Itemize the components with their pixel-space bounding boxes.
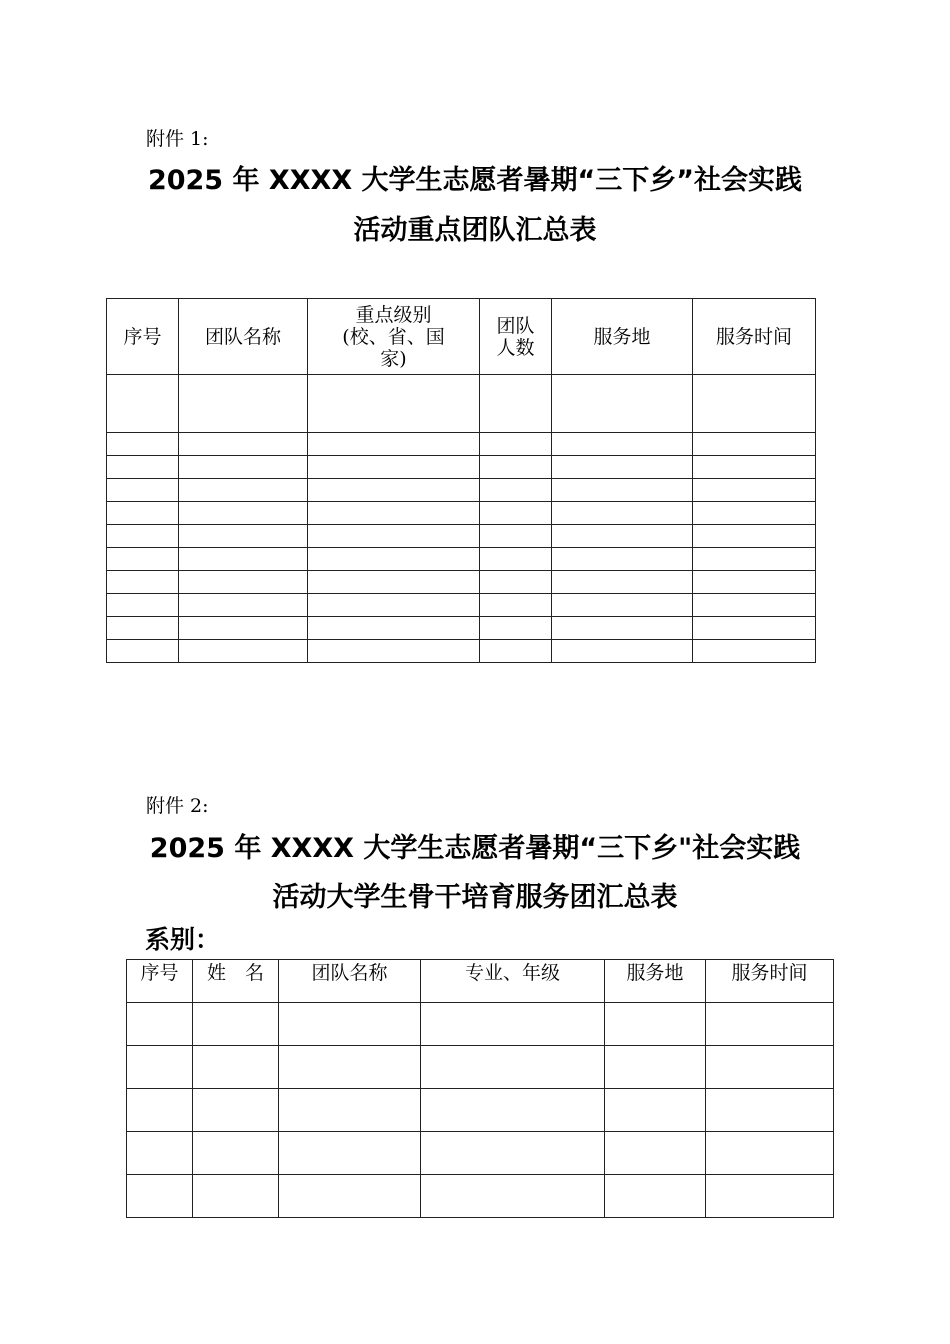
table-cell[interactable] — [706, 1132, 834, 1175]
table-cell[interactable] — [480, 594, 552, 617]
table-cell[interactable] — [552, 433, 693, 456]
table-row — [127, 1175, 834, 1218]
table-cell[interactable] — [480, 479, 552, 502]
table-cell[interactable] — [480, 617, 552, 640]
table-row — [107, 594, 816, 617]
table-cell[interactable] — [127, 1089, 193, 1132]
header-cell: 服务时间 — [706, 960, 834, 1003]
attachment1-title-line1: 2025 年 XXXX 大学生志愿者暑期“三下乡”社会实践 — [147, 165, 803, 196]
table-cell[interactable] — [693, 594, 816, 617]
table-cell[interactable] — [308, 502, 480, 525]
table-cell[interactable] — [308, 479, 480, 502]
department-label: 系别： — [145, 925, 221, 954]
table-cell[interactable] — [107, 594, 179, 617]
table-cell[interactable] — [179, 525, 308, 548]
table-cell[interactable] — [693, 548, 816, 571]
table-cell[interactable] — [693, 433, 816, 456]
table-row — [127, 1046, 834, 1089]
table-cell[interactable] — [693, 640, 816, 663]
header-cell — [480, 299, 552, 375]
table-cell[interactable] — [107, 571, 179, 594]
table-cell[interactable] — [552, 640, 693, 663]
table-cell[interactable] — [693, 525, 816, 548]
table-row — [107, 375, 816, 433]
table-cell[interactable] — [693, 375, 816, 433]
table-cell[interactable] — [107, 617, 179, 640]
table-cell[interactable] — [308, 375, 480, 433]
table-row — [107, 548, 816, 571]
table-cell[interactable] — [706, 1046, 834, 1089]
table-cell[interactable] — [605, 1175, 706, 1218]
table-cell[interactable] — [107, 640, 179, 663]
table-cell[interactable] — [480, 525, 552, 548]
table-cell[interactable] — [107, 479, 179, 502]
table-cell[interactable] — [552, 502, 693, 525]
table-cell[interactable] — [706, 1003, 834, 1046]
table-header-row — [107, 299, 816, 375]
attachment2-title-line2: 活动大学生骨干培育服务团汇总表 — [272, 882, 678, 913]
attachment1-label: 附件 1: — [146, 128, 209, 150]
table-cell[interactable] — [421, 1089, 605, 1132]
table-cell[interactable] — [605, 1003, 706, 1046]
header-cell: 专业、年级 — [421, 960, 605, 1003]
table-cell[interactable] — [179, 502, 308, 525]
table-cell[interactable] — [605, 1132, 706, 1175]
table-cell[interactable] — [179, 433, 308, 456]
header-cell: 团队名称 — [279, 960, 421, 1003]
table-cell[interactable] — [193, 1046, 279, 1089]
table-cell[interactable] — [179, 456, 308, 479]
header-cell: 序号 — [127, 960, 193, 1003]
table-cell[interactable] — [421, 1132, 605, 1175]
table-cell[interactable] — [421, 1046, 605, 1089]
header-cell: 服务时间 — [693, 299, 816, 375]
table-cell[interactable] — [179, 571, 308, 594]
table-cell[interactable] — [605, 1046, 706, 1089]
table-cell[interactable] — [179, 548, 308, 571]
core-service-team-table — [126, 959, 834, 1218]
table-cell[interactable] — [552, 479, 693, 502]
table-cell[interactable] — [480, 548, 552, 571]
table-cell[interactable] — [552, 456, 693, 479]
table-cell[interactable] — [706, 1089, 834, 1132]
table-cell[interactable] — [107, 456, 179, 479]
table-cell[interactable] — [127, 1175, 193, 1218]
table-cell[interactable] — [127, 1132, 193, 1175]
table-header-row — [127, 960, 834, 1003]
table-row — [107, 479, 816, 502]
table-cell[interactable] — [552, 594, 693, 617]
table-row — [127, 1089, 834, 1132]
table-cell[interactable] — [308, 594, 480, 617]
table-row — [107, 456, 816, 479]
header-cell: 团队名称 — [179, 299, 308, 375]
table-cell[interactable] — [193, 1003, 279, 1046]
table-cell[interactable] — [179, 594, 308, 617]
table-cell[interactable] — [279, 1132, 421, 1175]
table-cell[interactable] — [279, 1003, 421, 1046]
table-cell[interactable] — [308, 617, 480, 640]
table-row — [127, 1003, 834, 1046]
table-cell[interactable] — [179, 617, 308, 640]
table-cell[interactable] — [552, 617, 693, 640]
table-cell[interactable] — [308, 548, 480, 571]
table-cell[interactable] — [107, 502, 179, 525]
header-line: 团队 — [496, 314, 535, 337]
header-line: 家) — [380, 347, 407, 370]
table-cell[interactable] — [480, 640, 552, 663]
table-cell[interactable] — [179, 479, 308, 502]
table-cell[interactable] — [693, 617, 816, 640]
table-row — [107, 433, 816, 456]
header-cell: 姓 名 — [193, 960, 279, 1003]
table-cell[interactable] — [693, 479, 816, 502]
table-cell[interactable] — [179, 640, 308, 663]
table-cell[interactable] — [421, 1003, 605, 1046]
header-line: 重点级别 — [355, 303, 432, 326]
table-cell[interactable] — [480, 433, 552, 456]
table-cell[interactable] — [693, 571, 816, 594]
table-row — [107, 571, 816, 594]
table-row — [107, 525, 816, 548]
attachment1-title-line2: 活动重点团队汇总表 — [353, 215, 597, 246]
table-cell[interactable] — [107, 525, 179, 548]
table-row — [127, 1132, 834, 1175]
table-cell[interactable] — [107, 375, 179, 433]
table-cell[interactable] — [179, 375, 308, 433]
table-cell[interactable] — [308, 456, 480, 479]
table-cell[interactable] — [193, 1089, 279, 1132]
header-cell — [308, 299, 480, 375]
table-cell[interactable] — [421, 1175, 605, 1218]
table-row — [107, 502, 816, 525]
table-row — [107, 640, 816, 663]
header-cell: 服务地 — [605, 960, 706, 1003]
table-cell[interactable] — [127, 1003, 193, 1046]
table-cell[interactable] — [706, 1175, 834, 1218]
table-cell[interactable] — [127, 1046, 193, 1089]
table-cell[interactable] — [107, 433, 179, 456]
header-line: (校、省、国 — [342, 325, 445, 348]
table-cell[interactable] — [480, 456, 552, 479]
header-cell: 序号 — [107, 299, 179, 375]
table-cell[interactable] — [480, 502, 552, 525]
table-cell[interactable] — [480, 571, 552, 594]
table-cell[interactable] — [693, 502, 816, 525]
table-cell[interactable] — [552, 548, 693, 571]
table-cell[interactable] — [193, 1132, 279, 1175]
header-cell: 服务地 — [552, 299, 693, 375]
table-cell[interactable] — [308, 525, 480, 548]
table-cell[interactable] — [193, 1175, 279, 1218]
table-cell[interactable] — [552, 375, 693, 433]
table-cell[interactable] — [308, 571, 480, 594]
header-line: 人数 — [496, 336, 535, 359]
table-cell[interactable] — [693, 456, 816, 479]
table-cell[interactable] — [480, 375, 552, 433]
key-teams-table — [106, 298, 816, 663]
attachment2-title-line1: 2025 年 XXXX 大学生志愿者暑期“三下乡"社会实践 — [149, 833, 801, 864]
table-cell[interactable] — [308, 433, 480, 456]
table-cell[interactable] — [279, 1089, 421, 1132]
table-cell[interactable] — [279, 1046, 421, 1089]
table-cell[interactable] — [279, 1175, 421, 1218]
table-row — [107, 617, 816, 640]
table-cell[interactable] — [308, 640, 480, 663]
attachment2-label: 附件 2: — [146, 795, 209, 817]
table-cell[interactable] — [552, 525, 693, 548]
table-cell[interactable] — [552, 571, 693, 594]
table-cell[interactable] — [605, 1089, 706, 1132]
table-cell[interactable] — [107, 548, 179, 571]
